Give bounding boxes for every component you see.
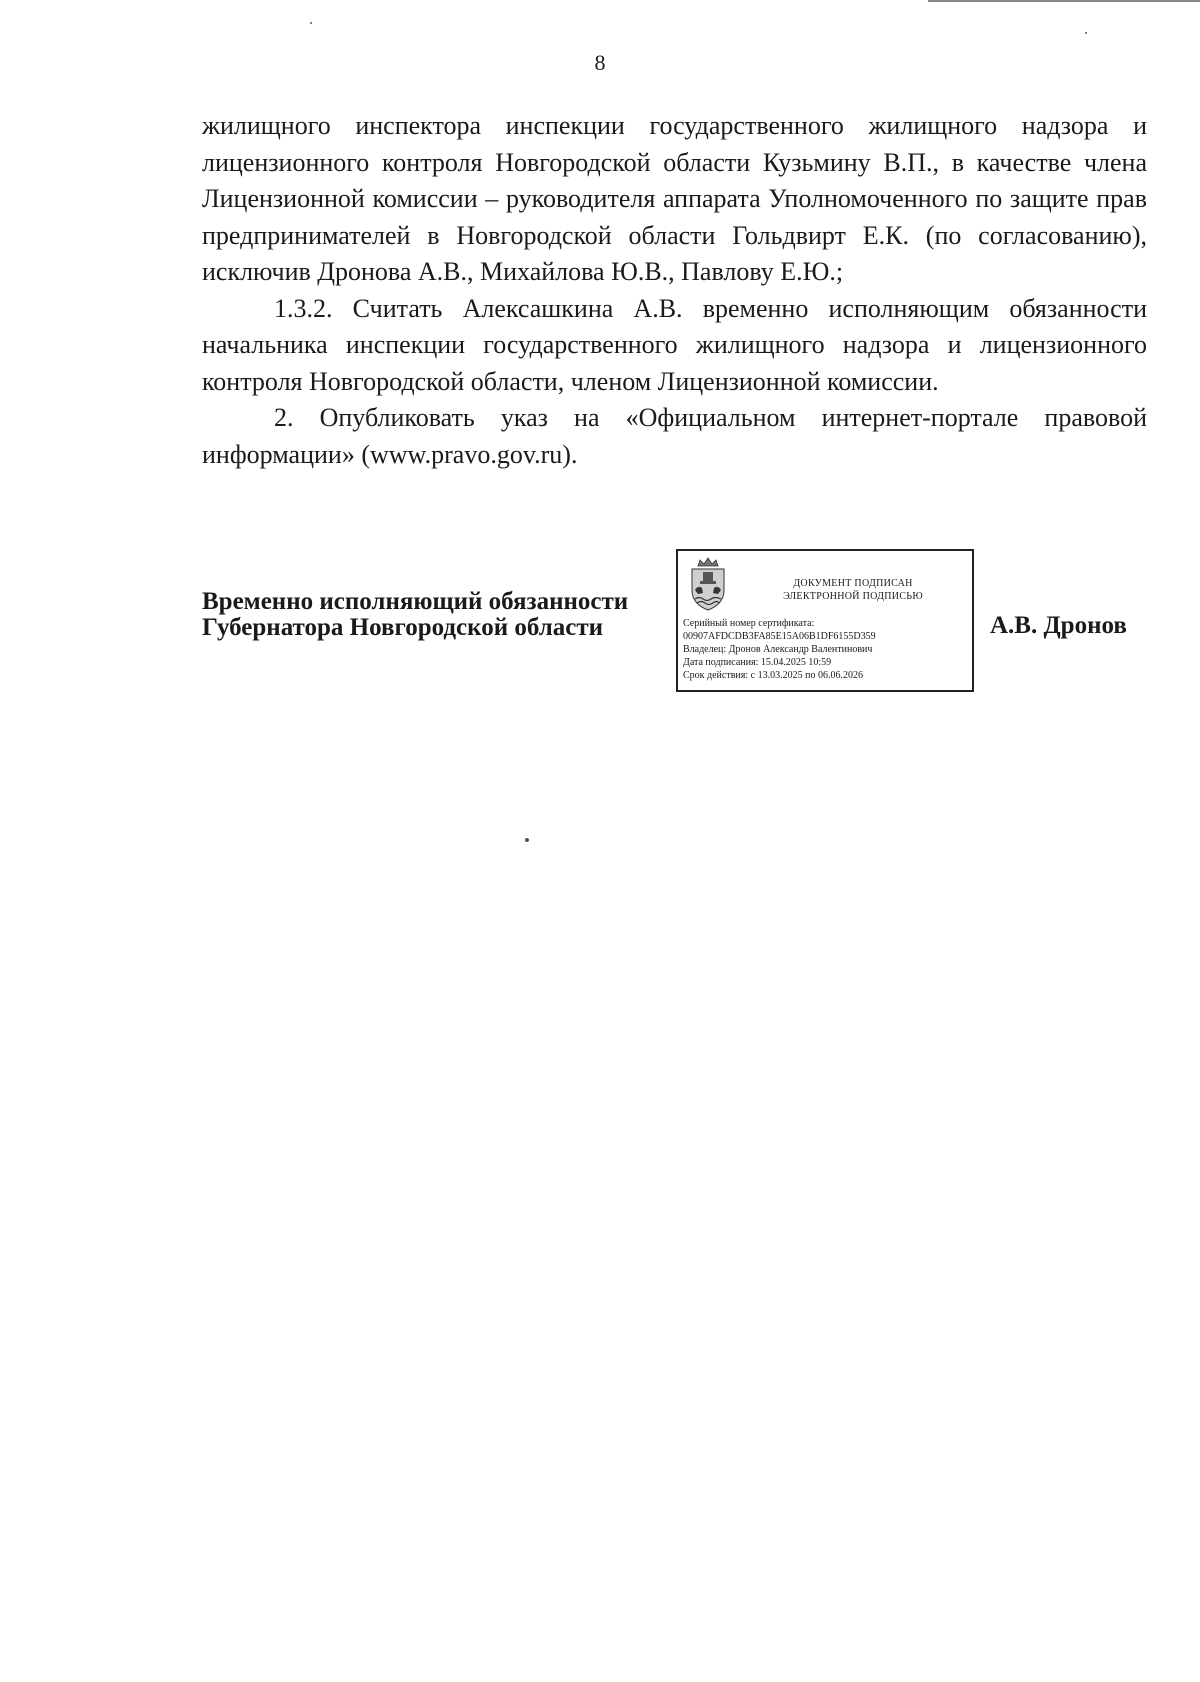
stamp-heading-line-1: ДОКУМЕНТ ПОДПИСАН xyxy=(793,578,913,589)
novgorod-coat-of-arms-icon xyxy=(686,556,730,612)
paragraph-continuation: жилищного инспектора инспекции государственного жилищного надзора и лицензионного контроля Новгородской области Кузьмину В.П., в качестве члена Лицензионной комиссии – руководителя аппарата Уполномоченного по защите прав предпринимателей в Новгородской области Гольдвирт Е.К. (по согласованию), исключив Дронова А.В., Михайлова Ю.В., Павлову Е.Ю.; xyxy=(202,111,1147,286)
scan-speck xyxy=(525,838,529,842)
signatory-name: А.В. Дронов xyxy=(990,612,1127,639)
signatory-title-line-2: Губернатора Новгородской области xyxy=(202,614,604,641)
scan-edge-line xyxy=(928,0,1200,2)
scan-speck xyxy=(1085,32,1087,34)
electronic-signature-stamp xyxy=(676,549,974,692)
document-body xyxy=(202,108,1147,473)
stamp-details xyxy=(683,617,968,682)
signatory-title xyxy=(202,589,628,641)
stamp-serial-label: Серийный номер сертификата: xyxy=(683,618,815,629)
scan-speck xyxy=(310,22,312,24)
paragraph-2: 2. Опубликовать указ на «Официальном интернет-портале правовой информации» (www.pravo.gov.ru). xyxy=(202,403,1147,469)
stamp-validity: Срок действия: с 13.03.2025 по 06.06.2026 xyxy=(683,670,863,681)
stamp-heading-line-2: ЭЛЕКТРОННОЙ ПОДПИСЬЮ xyxy=(783,591,923,602)
stamp-heading xyxy=(738,577,968,603)
signatory-title-line-1: Временно исполняющий обязанности xyxy=(202,588,629,615)
stamp-signed-date: Дата подписания: 15.04.2025 10:59 xyxy=(683,657,832,668)
stamp-owner: Владелец: Дронов Александр Валентинович xyxy=(683,644,873,655)
paragraph-1-3-2: 1.3.2. Считать Алексашкина А.В. временно исполняющим обязанности начальника инспекции государственного жилищного надзора и лицензионного контроля Новгородской области, членом Лицензионной комиссии. xyxy=(202,293,1147,396)
stamp-serial-value: 00907AFDCDB3FA85E15A06B1DF6155D359 xyxy=(683,631,876,642)
page-number: 8 xyxy=(594,50,606,75)
